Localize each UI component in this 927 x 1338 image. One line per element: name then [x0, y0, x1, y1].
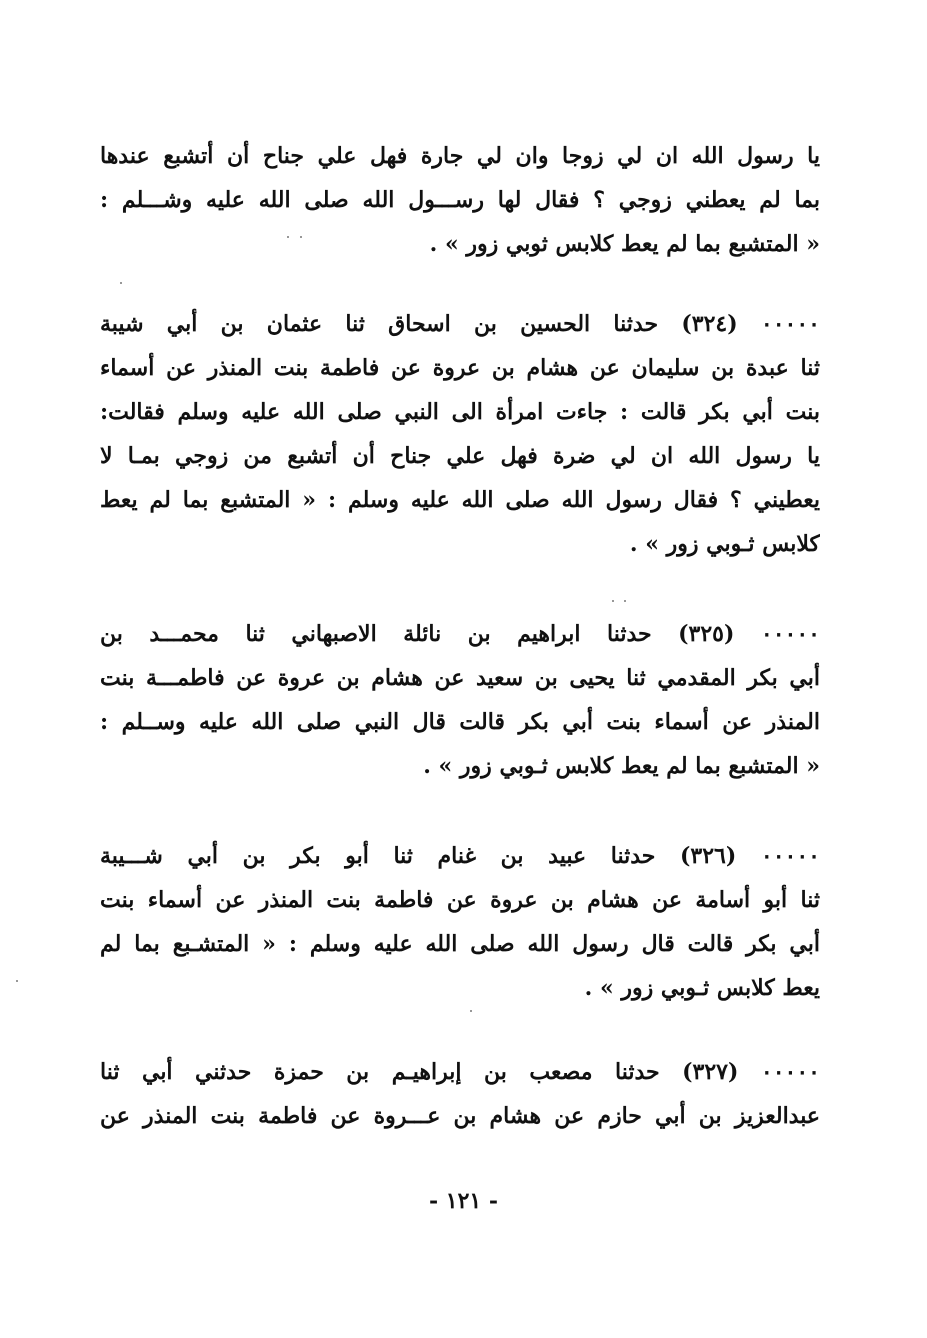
hadith-327	[100, 1050, 820, 1138]
text-line: المنذر عن أسماء بنت أبي بكر قالت قال النبي صلى الله عليه وســلم :	[100, 709, 820, 735]
text-line: أبي بكر قالت قال رسول الله صلى الله عليه وسلم : « المتشـبع بما لم	[100, 931, 820, 957]
text-line: ثنا أبو أسامة عن هشام بن عروة عن فاطمة بنت المنذر عن أسماء بنت	[100, 887, 820, 913]
scan-speck	[300, 236, 302, 238]
text-line: ثنا عبدة بن سليمان عن هشام بن عروة عن فاطمة بنت المنذر عن أسماء	[100, 355, 820, 381]
text-line: يا رسول الله ان لي زوجا وان لي جارة فهل علي جناح أن أتشبع عندها	[100, 143, 820, 169]
hadith-326	[100, 834, 820, 1010]
text-line: ٠٠٠٠٠ (٣٢٦) حدثنا عبيد بن غنام ثنا أبو بكر بن أبي شـــيبة	[100, 843, 820, 869]
text-line: يعطيني ؟ فقال رسول الله صلى الله عليه وسلم : « المتشبع بما لم يعط	[100, 487, 820, 513]
text-line: يعط كلابس ثـوبي زور » .	[584, 975, 820, 1001]
scan-speck	[470, 1010, 472, 1012]
text-line: عبدالعزيز بن أبي حازم عن هشام بن عـــروة عن فاطمة بنت المنذر عن	[100, 1103, 820, 1129]
text-line: أبي بكر المقدمي ثنا يحيى بن سعيد عن هشام بن عروة عن فاطمـــة بنت	[100, 665, 820, 691]
text-line: بما لم يعطني زوجي ؟ فقال لها رســـول الله صلى الله عليه وشـــلم :	[100, 187, 820, 213]
hadith-324	[100, 302, 820, 566]
text-line: ٠٠٠٠٠ (٣٢٥) حدثنا ابراهيم بن نائلة الاصبهاني ثنا محمـــد بن	[100, 621, 820, 647]
scan-speck	[624, 600, 626, 602]
text-line: بنت أبي بكر قالت : جاءت امرأة الى النبي صلى الله عليه وسلم فقالت:	[100, 399, 820, 425]
hadith-325	[100, 612, 820, 788]
text-line: كلابس ثـوبي زور » .	[629, 531, 820, 557]
scan-speck	[120, 282, 122, 284]
text-line: ٠٠٠٠٠ (٣٢٧) حدثنا مصعب بن إبراهيـم بن حمزة حدثني أبي ثنا	[100, 1059, 820, 1085]
scan-speck	[287, 236, 289, 238]
text-line: « المتشبع بما لم يعط كلابس ثوبي زور » .	[429, 231, 820, 257]
scan-speck	[612, 600, 614, 602]
page-number: - ١٢١ -	[428, 1188, 499, 1214]
paragraph-continuation	[100, 134, 820, 266]
scan-speck	[16, 980, 18, 982]
text-line: يا رسول الله ان لي ضرة فهل علي جناح أن أتشبع من زوجي بمـا لا	[100, 443, 820, 469]
text-line: « المتشبع بما لم يعط كلابس ثـوبي زور » .	[423, 753, 820, 779]
text-line: ٠٠٠٠٠ (٣٢٤) حدثنا الحسين بن اسحاق ثنا عثمان بن أبي شيبة	[100, 311, 820, 337]
